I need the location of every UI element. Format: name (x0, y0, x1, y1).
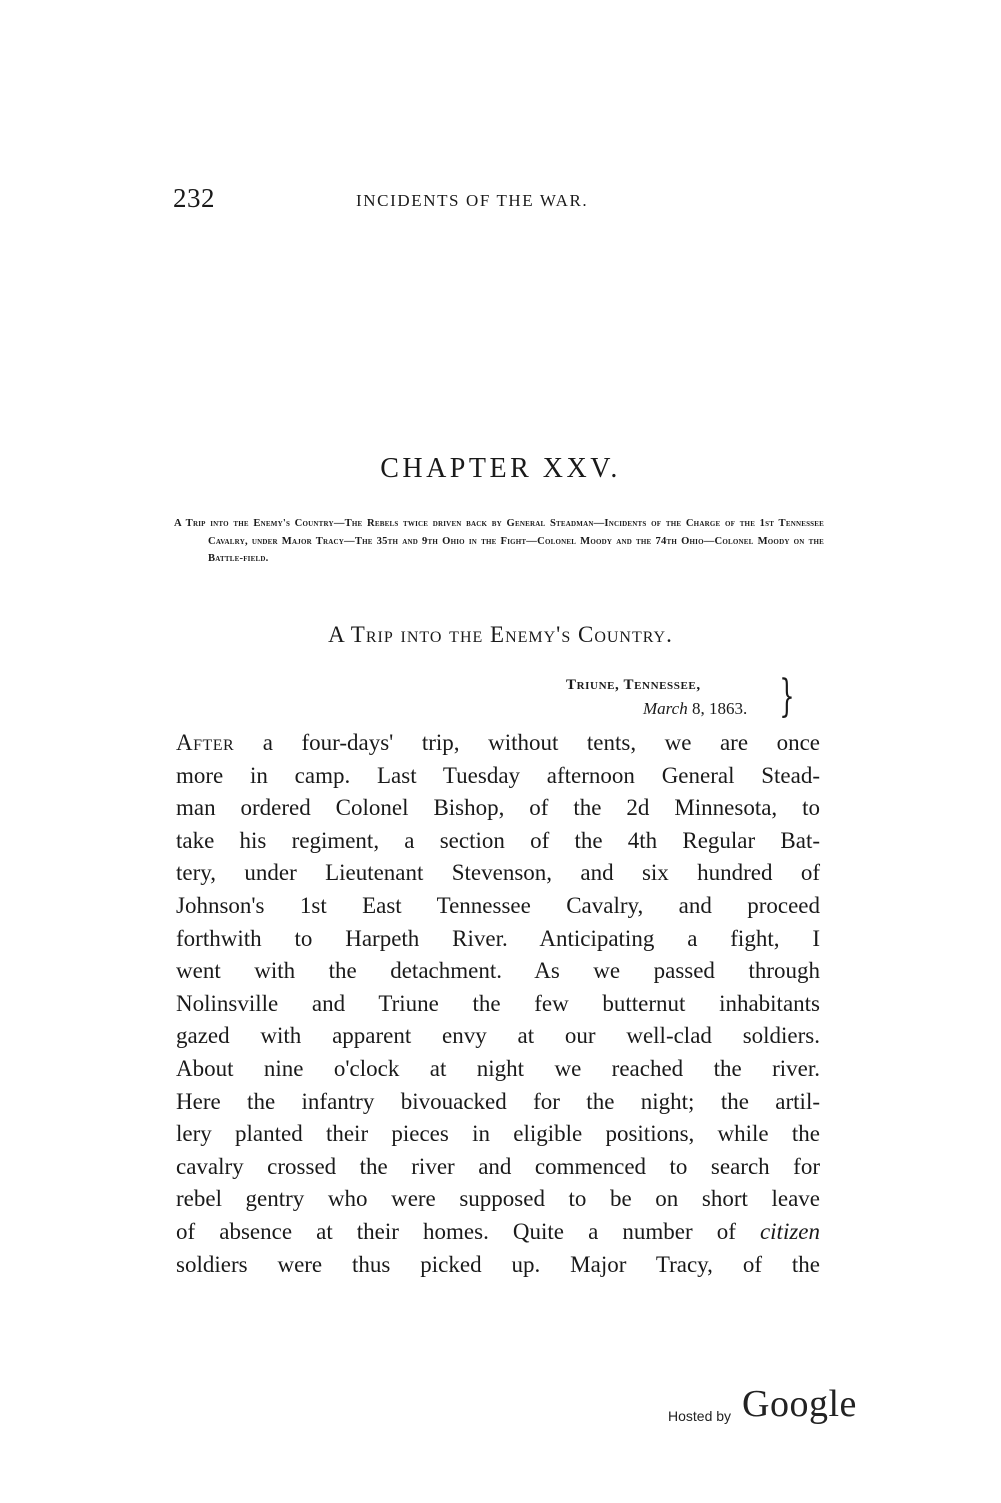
chapter-title: CHAPTER XXV. (380, 453, 621, 484)
body-line: forthwith to Harpeth River. Anticipating a fight, I (176, 925, 820, 951)
dateline-place: Triune, Tennessee, (566, 677, 701, 693)
running-title: INCIDENTS OF THE WAR. (356, 191, 589, 210)
body-line: man ordered Colonel Bishop, of the 2d Minnesota, to (176, 795, 820, 821)
body-line: lery planted their pieces in eligible positions, while the (176, 1121, 820, 1147)
body-line: Nolinsville and Triune the few butternut inhabitants (176, 990, 820, 1016)
dateline-date (643, 699, 747, 719)
body-line: Johnson's 1st East Tennessee Cavalry, and proceed (176, 892, 820, 918)
hosted-by-label: Hosted by (668, 1408, 732, 1424)
dateline-day-year: 8, 1863. (687, 699, 748, 718)
dateline-month: March (643, 699, 688, 718)
section-title: A Trip into the Enemy's Country. (328, 622, 673, 647)
page-number: 232 (173, 183, 215, 213)
body-line: rebel gentry who were supposed to be on short leave (176, 1186, 820, 1212)
body-line: gazed with apparent envy at our well-clad soldiers. (176, 1023, 820, 1049)
chapter-synopsis: A Trip into the Enemy's Country—The Rebels twice driven back by General Steadman—Incidents of the Charge of the 1st Tennessee Cavalry, under Major Tracy—The 35th and 9th Ohio in the Fight—Colonel Moody and the 74th Ohio—Colonel Moody on the Battle-field. (174, 518, 824, 564)
body-line: went with the detachment. As we passed through (176, 958, 820, 984)
body-line: After a four-days' trip, without tents, we are once (176, 730, 820, 755)
body-line: take his regiment, a section of the 4th Regular Bat- (176, 827, 820, 853)
body-line: of absence at their homes. Quite a number of citizen (176, 1218, 820, 1244)
lead-word: After (176, 730, 235, 755)
dateline-brace: } (779, 671, 795, 722)
google-logo: Google (742, 1383, 857, 1425)
body-line: Here the infantry bivouacked for the night; the artil- (176, 1088, 820, 1114)
body-line: more in camp. Last Tuesday afternoon General Stead- (176, 762, 820, 788)
body-text (176, 727, 820, 1281)
body-line: About nine o'clock at night we reached the river. (176, 1055, 820, 1081)
running-head (173, 183, 673, 223)
body-line: soldiers were thus picked up. Major Tracy, of the (176, 1251, 820, 1277)
italic-word: citizen (759, 1218, 820, 1244)
hosted-by-google-badge (668, 1382, 888, 1442)
body-line: tery, under Lieutenant Stevenson, and six hundred of (176, 860, 820, 886)
body-line: cavalry crossed the river and commenced to search for (176, 1153, 820, 1179)
